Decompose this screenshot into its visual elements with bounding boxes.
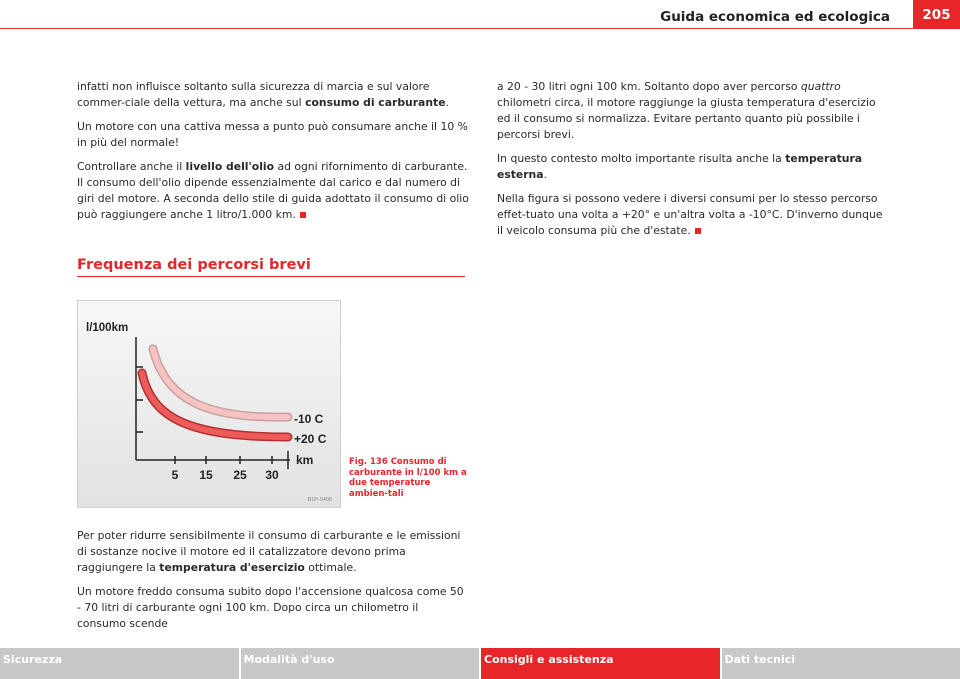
- paragraph: Un motore freddo consuma subito dopo l'accensione qualcosa come 50 - 70 litri di carburante ogni 100 km. Dopo circa un chilometro il consumo scende: [77, 585, 464, 630]
- page-number: 205: [913, 0, 960, 29]
- chapter-title: Guida economica ed ecologica: [660, 9, 890, 25]
- paragraph-text: ottimale.: [304, 561, 357, 574]
- paragraph-text: ad ogni rifornimento di carburante. Il consumo dell'olio dipende essenzialmente dal carico e dal numero di giri del motore. A seconda dello stile di guida adottato il consumo di olio può raggiungere anche 1 litro/1.000 km.: [77, 160, 469, 221]
- section-end-icon: [695, 228, 701, 234]
- paragraph: [77, 79, 469, 111]
- bottom-left-column: [77, 528, 469, 640]
- paragraph-text: infatti non influisce soltanto sulla sicurezza di marcia e sul valore commer-ciale della vettura, ma anche sul: [77, 80, 430, 109]
- y-axis-label: l/100km: [86, 322, 129, 334]
- figure-consumption-chart: [77, 300, 341, 508]
- paragraph-text: .: [543, 168, 547, 181]
- paragraph: Un motore con una cattiva messa a punto può consumare anche il 10 % in più del normale!: [77, 120, 468, 149]
- paragraph: [497, 191, 889, 239]
- curve-label-cold: -10 C: [294, 412, 324, 426]
- paragraph-text: a 20 - 30 litri ogni 100 km. Soltanto dopo aver percorso: [497, 80, 801, 93]
- x-tick-label: 15: [199, 468, 213, 482]
- curve-label-warm: +20 C: [294, 432, 327, 446]
- figure-caption: Fig. 136 Consumo di carburante in l/100 km a due temperature ambien-tali: [349, 457, 467, 499]
- bold-term: consumo di carburante: [305, 96, 446, 109]
- paragraph: [77, 159, 469, 223]
- header-divider: [0, 28, 913, 29]
- paragraph: [77, 528, 469, 576]
- paragraph-text: Nella figura si possono vedere i diversi consumi per lo stesso percorso effet-tuato una volta a +20° e un'altra volta a -10°C. D'inverno dunque il veicolo consuma più che d'estate.: [497, 192, 883, 237]
- italic-term: quattro: [800, 80, 841, 93]
- paragraph-text: In questo contesto molto importante risulta anche la: [497, 152, 786, 165]
- footer-nav: [0, 648, 960, 679]
- paragraph-text: .: [445, 96, 449, 109]
- x-tick-label: 25: [233, 468, 247, 482]
- paragraph: [497, 151, 889, 183]
- tab-sicurezza[interactable]: Sicurezza: [0, 648, 239, 679]
- bold-term: temperatura d'esercizio: [159, 561, 305, 574]
- tab-dati-tecnici[interactable]: Dati tecnici: [722, 648, 960, 679]
- left-column: [77, 79, 469, 231]
- paragraph-text: Per poter ridurre sensibilmente il consumo di carburante e le emissioni di sostanze nocive il motore ed il catalizzatore devono prima raggiungere la: [77, 529, 461, 574]
- bold-term: temperatura esterna: [497, 152, 863, 181]
- section-end-icon: [300, 212, 306, 218]
- bold-term: livello dell'olio: [185, 160, 275, 173]
- right-column: [497, 79, 889, 247]
- x-tick-label: 30: [265, 468, 279, 482]
- section-heading: Frequenza dei percorsi brevi: [77, 257, 465, 277]
- paragraph-text: chilometri circa, il motore raggiunge la giusta temperatura d'esercizio ed il consumo si normalizza. Evitare pertanto quanto più possibile i percorsi brevi.: [497, 96, 876, 141]
- tab-modalita-d-uso[interactable]: Modalità d'uso: [241, 648, 480, 679]
- figure-code: B1P-0496: [307, 497, 332, 503]
- x-tick-label: 5: [171, 468, 179, 482]
- chart-svg: [78, 301, 340, 507]
- x-axis-label: km: [296, 453, 314, 467]
- paragraph-text: Controllare anche il: [77, 160, 186, 173]
- tab-consigli-e-assistenza[interactable]: Consigli e assistenza: [481, 648, 720, 679]
- paragraph: [497, 79, 889, 143]
